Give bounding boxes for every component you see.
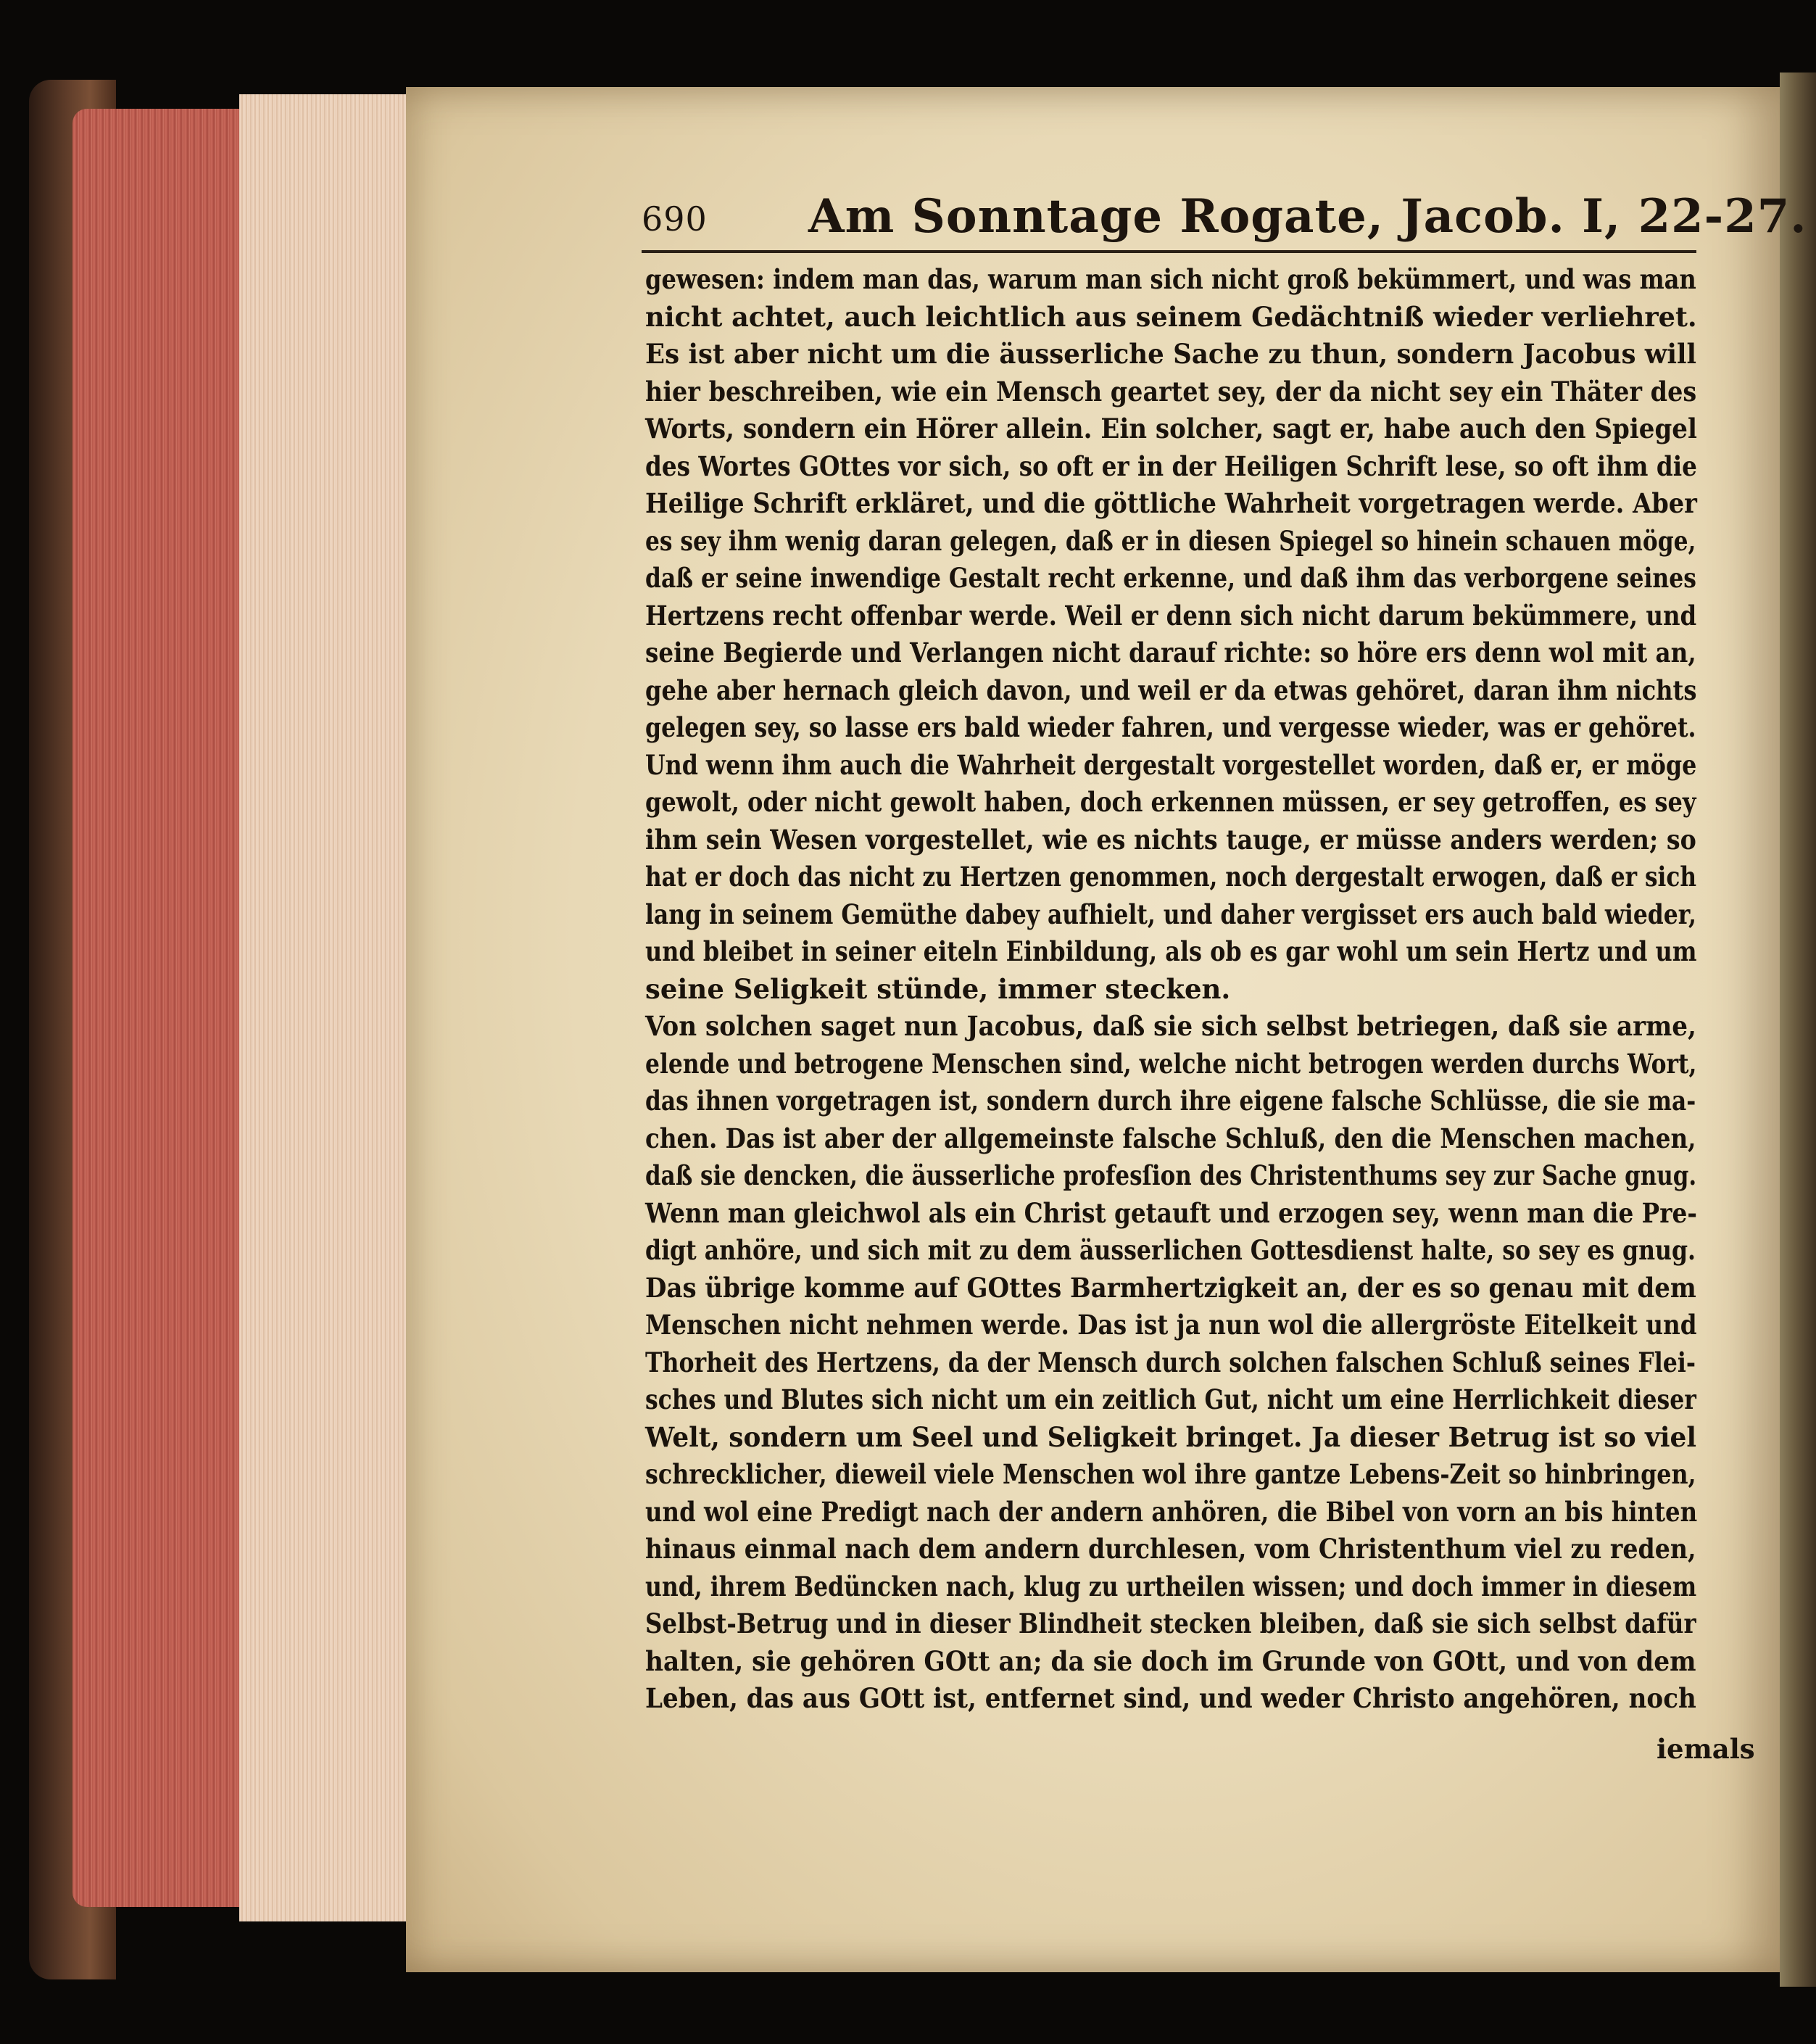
text-line: chen. Das ist aber der allgemeinste falsche Schluß, den die Menschen machen,: [645, 1122, 1696, 1154]
text-line: Leben, das aus GOtt ist, entfernet sind, und weder Christo angehören, noch: [645, 1682, 1696, 1714]
text-line: Das übrige komme auf GOttes Barmhertzigkeit an, der es so genau mit dem: [645, 1271, 1696, 1304]
text-line: und wol eine Predigt nach der andern anhören, die Bibel von vorn an bis hinten: [645, 1495, 1698, 1528]
text-line: schrecklicher, dieweil viele Menschen wol ihre gantze Lebens-Zeit so hinbringen,: [645, 1458, 1696, 1490]
text-line: seine Begierde und Verlangen nicht darauf richte: so höre ers denn wol mit an,: [645, 637, 1696, 669]
page-number: 690: [642, 199, 708, 239]
text-line: digt anhöre, und sich mit zu dem äusserlichen Gottesdienst halte, so sey es gnug.: [645, 1234, 1696, 1266]
page-header: [642, 185, 1807, 250]
red-page-edge: [72, 109, 254, 1907]
text-line: Wenn man gleichwol als ein Christ getauft und erzogen sey, wenn man die Pre-: [645, 1196, 1697, 1229]
text-line: Thorheit des Hertzens, da der Mensch durch solchen falschen Schluß seines Flei-: [645, 1346, 1696, 1378]
running-head: Am Sonntage Rogate, Jacob. I, 22-27.: [808, 189, 1807, 244]
text-line: und, ihrem Bedüncken nach, klug zu urtheilen wissen; und doch immer in diesem: [645, 1570, 1697, 1602]
text-line: gewolt, oder nicht gewolt haben, doch erkennen müssen, er sey getroffen, es sey: [645, 786, 1696, 818]
text-line: seine Seligkeit stünde, immer stecken.: [645, 972, 1231, 1005]
text-line: Worts, sondern ein Hörer allein. Ein solcher, sagt er, habe auch den Spiegel: [645, 413, 1697, 444]
text-line: sches und Blutes sich nicht um ein zeitlich Gut, nicht um eine Herrlichkeit dieser: [645, 1383, 1696, 1415]
text-line: Und wenn ihm auch die Wahrheit dergestalt vorgestellet worden, daß er, er möge: [645, 748, 1697, 781]
text-line: und bleibet in seiner eiteln Einbildung, als ob es gar wohl um sein Hertz und um: [645, 935, 1697, 967]
text-line: Welt, sondern um Seel und Seligkeit bringet. Ja dieser Betrug ist so viel: [645, 1420, 1696, 1453]
text-line: es sey ihm wenig daran gelegen, daß er in diesen Spiegel so hinein schauen möge,: [645, 524, 1696, 557]
book-cover-right: [1780, 73, 1816, 1987]
text-line: Es ist aber nicht um die äusserliche Sache zu thun, sondern Jacobus will: [645, 338, 1697, 370]
text-line: das ihnen vorgetragen ist, sondern durch ihre eigene falsche Schlüsse, die sie ma-: [645, 1085, 1696, 1117]
text-line: ihm sein Wesen vorgestellet, wie es nichts tauge, er müsse anders werden; so: [645, 823, 1696, 856]
text-line: Hertzens recht offenbar werde. Weil er denn sich nicht darum bekümmere, und: [645, 599, 1697, 632]
text-line: hier beschreiben, wie ein Mensch geartet sey, der da nicht sey ein Thäter des: [645, 375, 1697, 407]
text-line: nicht achtet, auch leichtlich aus seinem Gedächtniß wieder verliehret.: [645, 300, 1697, 333]
header-rule: [642, 250, 1696, 253]
text-line: Heilige Schrift erkläret, und die göttliche Wahrheit vorgetragen werde. Aber: [645, 487, 1697, 519]
text-line: daß er seine inwendige Gestalt recht erkenne, und daß ihm das verborgene seines: [645, 562, 1696, 594]
text-line: daß sie dencken, die äusserliche profesſion des Christenthums sey zur Sache gnug.: [645, 1159, 1697, 1191]
page-stack-edges: [239, 94, 413, 1921]
text-line: gelegen sey, so lasse ers bald wieder fahren, und vergesse wieder, was er gehöret.: [645, 711, 1696, 743]
text-line: Selbst-Betrug und in dieser Blindheit stecken bleiben, daß sie sich selbst dafür: [645, 1608, 1696, 1639]
catchword: iemals: [1657, 1733, 1755, 1765]
body-text: [645, 261, 1725, 1718]
text-line: gehe aber hernach gleich davon, und weil er da etwas gehöret, daran ihm nichts: [645, 674, 1697, 706]
text-line: halten, sie gehören GOtt an; da sie doch im Grunde von GOtt, und von dem: [645, 1644, 1696, 1677]
text-line: Von solchen saget nun Jacobus, daß sie sich selbst betriegen, daß sie arme,: [645, 1010, 1696, 1042]
text-line: Menschen nicht nehmen werde. Das ist ja nun wol die allergröste Eitelkeit und: [645, 1309, 1697, 1341]
text-line: gewesen: indem man das, warum man sich nicht groß bekümmert, und was man: [645, 263, 1696, 295]
text-line: lang in seinem Gemüthe dabey aufhielt, und daher vergisset ers auch bald wieder,: [645, 898, 1696, 930]
text-line: hat er doch das nicht zu Hertzen genommen, noch dergestalt erwogen, daß er sich: [645, 861, 1697, 893]
text-line: hinaus einmal nach dem andern durchlesen, vom Christenthum viel zu reden,: [645, 1533, 1696, 1565]
text-line: des Wortes GOttes vor sich, so oft er in der Heiligen Schrift lese, so oft ihm die: [645, 450, 1697, 482]
text-line: elende und betrogene Menschen sind, welche nicht betrogen werden durchs Wort,: [645, 1047, 1697, 1080]
